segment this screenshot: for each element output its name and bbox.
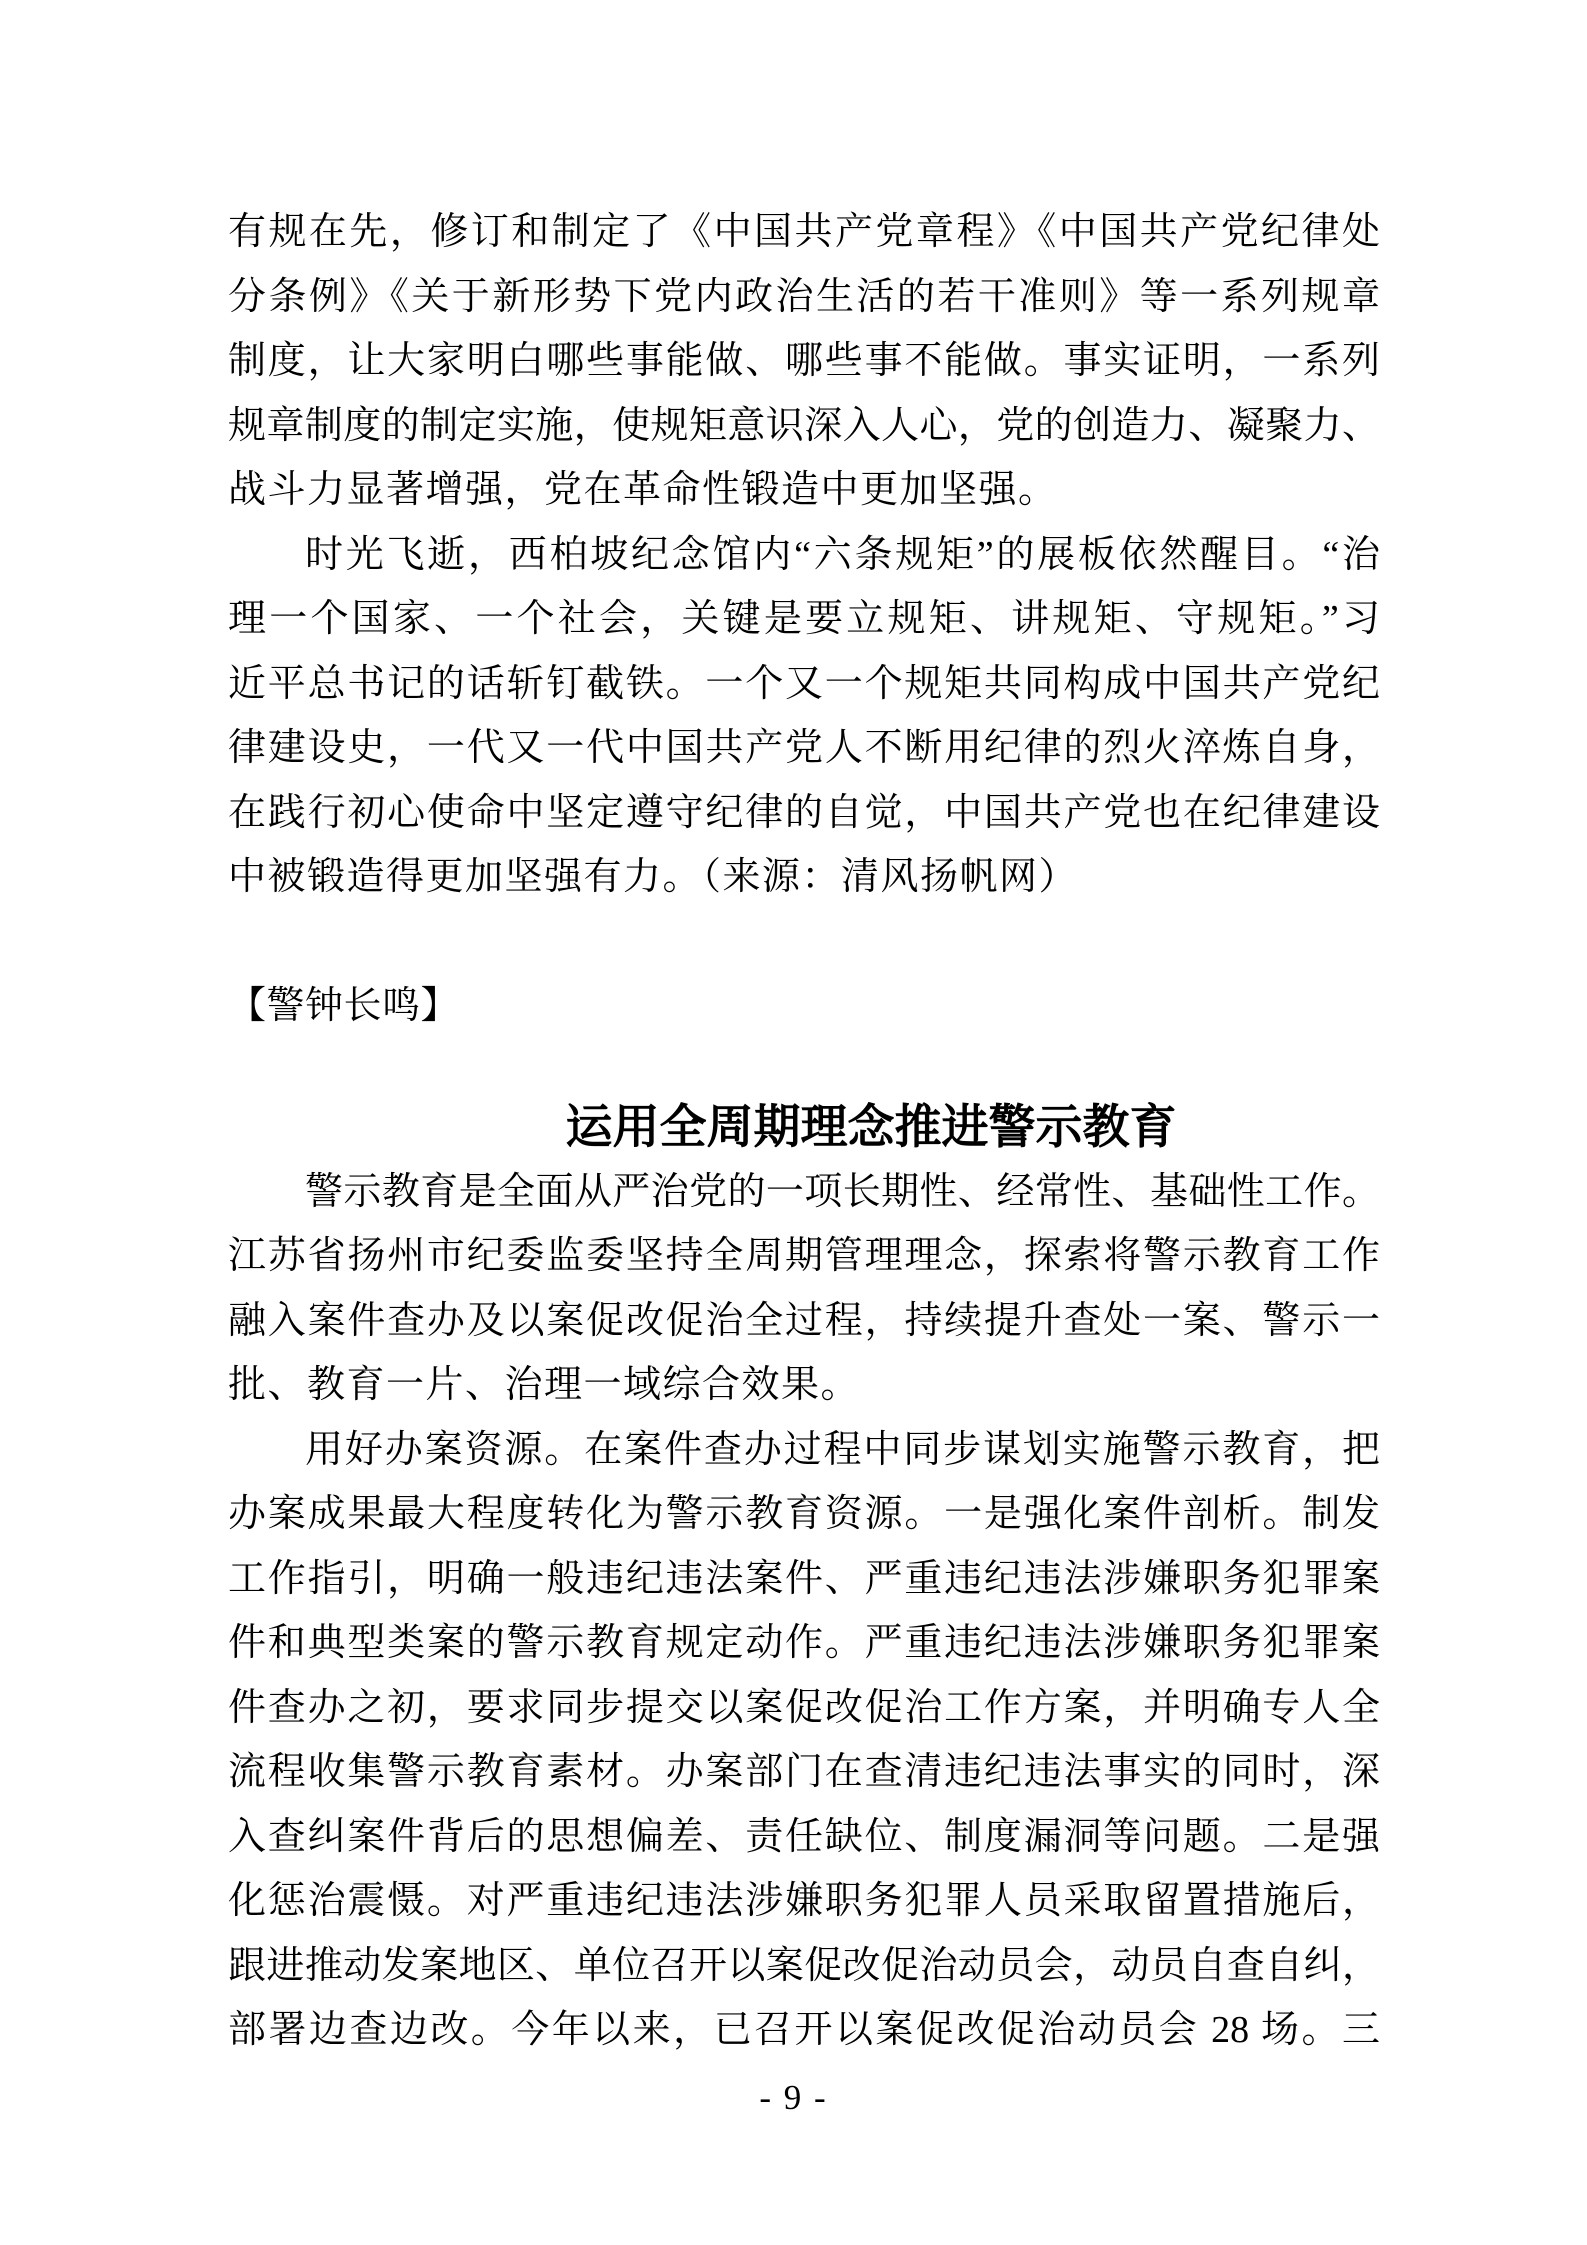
- paragraph-first-line: 警示教育是全面从严治党的一项长期性、经常性、基础性工作。: [305, 1170, 1380, 1213]
- text-line: 有规在先，修订和制定了《中国共产党章程》《中国共产党纪律处: [228, 211, 1380, 253]
- section-heading: 【警钟长鸣】: [228, 985, 460, 1027]
- text-line: 流程收集警示教育素材。办案部门在查清违纪违法事实的同时，深: [228, 1751, 1380, 1793]
- document-body: [228, 200, 1380, 2063]
- text-line: 工作指引，明确一般违纪违法案件、严重违纪违法涉嫌职务犯罪案: [228, 1557, 1380, 1600]
- text-line: 律建设史，一代又一代中国共产党人不断用纪律的烈火淬炼自身，: [228, 727, 1380, 769]
- text-line: 办案成果最大程度转化为警示教育资源。一是强化案件剖析。制发: [228, 1493, 1380, 1535]
- text-line: 件和典型类案的警示教育规定动作。严重违纪违法涉嫌职务犯罪案: [228, 1622, 1380, 1664]
- text-line: 在践行初心使命中坚定遵守纪律的自觉，中国共产党也在纪律建设: [228, 791, 1380, 834]
- paragraph-last-line: 批、教育一片、治理一域综合效果。: [228, 1364, 861, 1406]
- text-line: 制度，让大家明白哪些事能做、哪些事不能做。事实证明，一系列: [228, 340, 1380, 382]
- text-line: 分条例》《关于新形势下党内政治生活的若干准则》等一系列规章: [228, 275, 1380, 318]
- paragraph-first-line: 用好办案资源。在案件查办过程中同步谋划实施警示教育，把: [305, 1428, 1380, 1471]
- text-line: 件查办之初，要求同步提交以案促改促治工作方案，并明确专人全: [228, 1686, 1380, 1729]
- blank-line: [228, 910, 1380, 975]
- paragraph-last-line: 战斗力显著增强，党在革命性锻造中更加坚强。: [228, 469, 1058, 511]
- paragraph-last-line: 中被锻造得更加坚强有力。（来源：清风扬帆网）: [228, 856, 1079, 898]
- text-line: 入查纠案件背后的思想偏差、责任缺位、制度漏洞等问题。二是强: [228, 1815, 1380, 1858]
- page-number: - 9 -: [759, 2078, 828, 2117]
- text-line: 融入案件查办及以案促改促治全过程，持续提升查处一案、警示一: [228, 1299, 1380, 1342]
- text-line: 近平总书记的话斩钉截铁。一个又一个规矩共同构成中国共产党纪: [228, 662, 1380, 705]
- article-title: 运用全周期理念推进警示教育: [565, 1101, 1177, 1154]
- text-line: 理一个国家、一个社会，关键是要立规矩、讲规矩、守规矩。”习: [228, 598, 1380, 640]
- blank-line: [228, 1039, 1380, 1096]
- text-line: 跟进推动发案地区、单位召开以案促改促治动员会，动员自查自纠，: [228, 1944, 1380, 1987]
- text-line: 江苏省扬州市纪委监委坚持全周期管理理念，探索将警示教育工作: [228, 1235, 1380, 1277]
- paragraph-first-line: 时光飞逝，西柏坡纪念馆内“六条规矩”的展板依然醒目。“治: [305, 533, 1380, 576]
- text-line: 化惩治震慑。对严重违纪违法涉嫌职务犯罪人员采取留置措施后，: [228, 1880, 1380, 1922]
- text-line: 规章制度的制定实施，使规矩意识深入人心，党的创造力、凝聚力、: [228, 404, 1380, 447]
- text-line: 部署边查边改。今年以来，已召开以案促改促治动员会 28 场。三: [228, 2009, 1380, 2051]
